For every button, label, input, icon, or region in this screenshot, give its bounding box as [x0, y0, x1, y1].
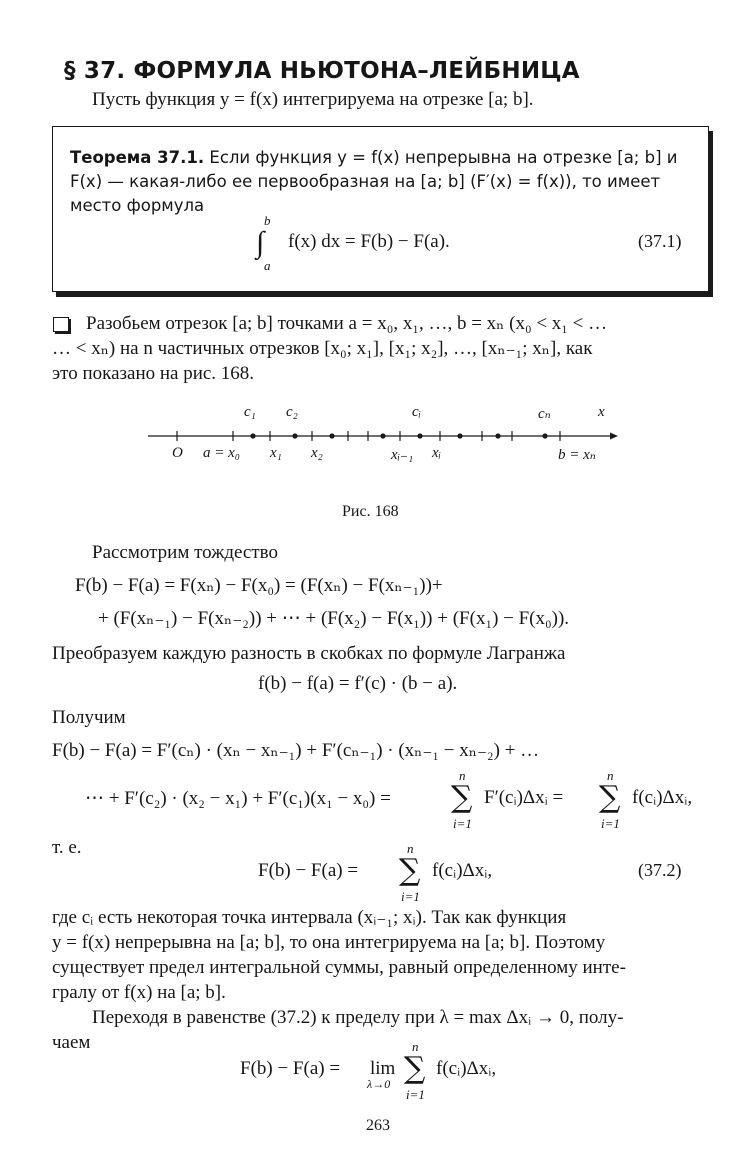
para2-line-1: Переходя в равенстве (37.2) к пределу при λ = max Δxᵢ → 0, полу-: [92, 1007, 624, 1028]
sum-lower-2: i=1: [601, 816, 620, 831]
para1-line-2: y = f(x) непрерывна на [a; b], то она интегрируема на [a; b]. Поэтому: [52, 932, 606, 953]
sum-lower-4: i=1: [406, 1087, 425, 1102]
sum-lower-3: i=1: [401, 889, 420, 904]
label-c2: c₂: [286, 404, 298, 420]
sum-upper-4: n: [412, 1039, 419, 1054]
label-origin: O: [172, 445, 183, 461]
newton-leibniz-formula: f(x) dx = F(b) − F(a).: [288, 231, 450, 252]
axis-arrow-icon: [610, 433, 618, 440]
para1-line-1: где cᵢ есть некоторая точка интервала (xᵢ₋₁; xᵢ). Так как функция: [52, 907, 567, 928]
sum-upper-3: n: [407, 841, 414, 856]
expansion-line-2-b: F′(cᵢ)Δxᵢ =: [484, 787, 564, 808]
obtain-text: Получим: [52, 707, 126, 728]
identity-line-1: F(b) − F(a) = F(xₙ) − F(x₀) = (F(xₙ) − F(xₙ₋₁))+: [75, 575, 443, 596]
label-b-xn: b = xₙ: [558, 447, 596, 463]
limit-word: lim: [370, 1058, 396, 1079]
sum-equation-left: F(b) − F(a) =: [258, 860, 359, 881]
section-heading: § 37. ФОРМУЛА НЬЮТОНА–ЛЕЙБНИЦА: [64, 58, 580, 84]
label-x-axis: x: [598, 404, 605, 420]
label-x2: x₂: [311, 445, 323, 461]
intro-text: Пусть функция y = f(x) интегрируема на отрезке [a; b].: [92, 89, 534, 110]
page-number: 263: [366, 1117, 390, 1134]
theorem-text-1: Если функция y = f(x) непрерывна на отрезке [a; b] и: [209, 148, 678, 167]
equation-number-37-2: (37.2): [638, 860, 682, 880]
lagrange-formula: f(b) − f(a) = f′(c) · (b − a).: [258, 673, 458, 694]
theorem-line-3: место формула: [70, 196, 205, 215]
label-xi-1: xᵢ₋₁: [391, 447, 414, 463]
sum-sign-1: ∑: [451, 780, 473, 815]
label-x1: x₁: [270, 445, 282, 461]
sum-equation-right: f(cᵢ)Δxᵢ,: [432, 860, 493, 881]
label-cn: cₙ: [538, 406, 551, 422]
lagrange-intro: Преобразуем каждую разность в скобках по формуле Лагранжа: [52, 643, 566, 664]
integral-sign: ∫: [256, 226, 265, 259]
label-ci: cᵢ: [412, 404, 422, 420]
label-c1: c₁: [244, 404, 256, 420]
sum-upper-2: n: [607, 768, 614, 783]
figure-caption: Рис. 168: [342, 503, 399, 520]
label-xi: xᵢ: [432, 445, 442, 461]
limit-subscript: λ→0: [367, 1077, 391, 1091]
para1-line-3: существует предел интегральной суммы, равный определенному инте-: [52, 957, 626, 978]
sum-lower-1: i=1: [453, 816, 472, 831]
proof-line-1: Разобьем отрезок [a; b] точками a = x₀, x₁, …, b = xₙ (x₀ < x₁ < …: [86, 313, 608, 334]
sum-upper-1: n: [459, 768, 466, 783]
consider-text: Рассмотрим тождество: [92, 542, 278, 563]
sum-sign-2: ∑: [599, 780, 621, 815]
ie-text: т. е.: [52, 837, 82, 858]
theorem-line-1: [70, 146, 700, 170]
proof-line-3: это показано на рис. 168.: [52, 363, 255, 384]
integral-upper-limit: b: [264, 213, 271, 228]
limit-equation-left: F(b) − F(a) =: [240, 1058, 341, 1079]
para2-line-2: чаем: [52, 1032, 91, 1053]
integral-lower-limit: a: [264, 258, 271, 273]
label-a-x0: a = x₀: [203, 445, 240, 461]
equation-number-37-1: (37.1): [638, 231, 682, 251]
theorem-title: Теорема 37.1.: [70, 148, 205, 167]
expansion-line-2-a: ⋯ + F′(c₂) · (x₂ − x₁) + F′(c₁)(x₁ − x₀) =: [85, 788, 391, 809]
theorem-line-2: F(x) — какая-либо ее первообразная на [a; b] (F′(x) = f(x)), то имеет: [70, 172, 661, 191]
expansion-line-1: F(b) − F(a) = F′(cₙ) · (xₙ − xₙ₋₁) + F′(cₙ₋₁) · (xₙ₋₁ − xₙ₋₂) + …: [52, 740, 540, 761]
sum-sign-4: ∑: [404, 1051, 426, 1086]
proof-line-2: … < xₙ) на n частичных отрезков [x₀; x₁], [x₁; x₂], …, [xₙ₋₁; xₙ], как: [52, 338, 593, 359]
proof-start-square-icon: [53, 317, 69, 332]
expansion-line-2-c: f(cᵢ)Δxᵢ,: [632, 787, 693, 808]
sum-sign-3: ∑: [399, 853, 421, 888]
identity-line-2: + (F(xₙ₋₁) − F(xₙ₋₂)) + ⋯ + (F(x₂) − F(x₁)) + (F(x₁) − F(x₀)).: [98, 608, 570, 629]
para1-line-4: гралу от f(x) на [a; b].: [52, 982, 226, 1003]
limit-equation-right: f(cᵢ)Δxᵢ,: [436, 1058, 497, 1079]
